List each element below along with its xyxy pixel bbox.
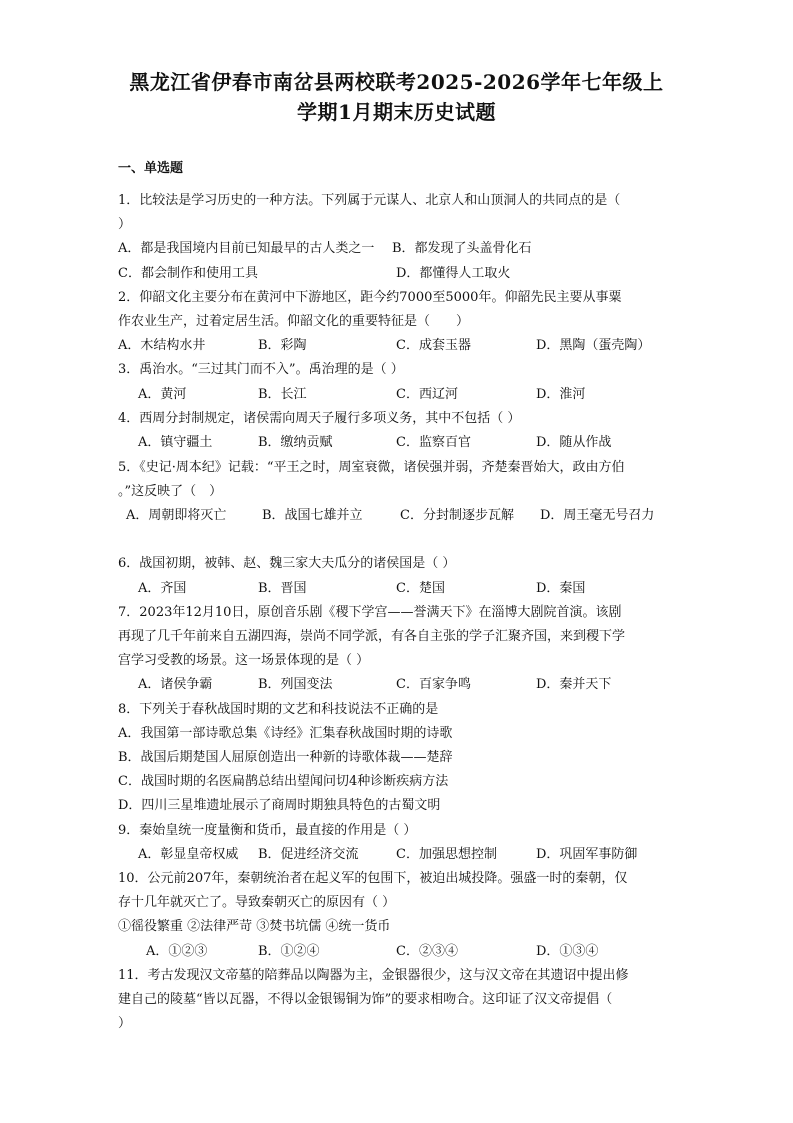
- question-4-option-a: A．镇守疆土: [138, 435, 213, 450]
- question-10-option-c: C．②③④: [396, 944, 458, 959]
- question-7-stem-line-3: 宫学习受教的场景。这一场景体现的是（ ）: [118, 653, 370, 668]
- question-7-stem-line-1: 7．2023年12月10日，原创音乐剧《稷下学宫——誉满天下》在淄博大剧院首演。该剧: [118, 605, 622, 620]
- question-10-stem-line-2: 存十几年就灭亡了。导致秦朝灭亡的原因有（ ）: [118, 895, 396, 910]
- exam-title-line-2: 学期1月期末历史试题: [297, 100, 496, 124]
- question-7-option-a: A．诸侯争霸: [138, 677, 213, 692]
- question-11-stem-line-1: 11．考古发现汉文帝墓的陪葬品以陶器为主，金银器很少，这与汉文帝在其遗诏中提出修: [118, 968, 629, 983]
- question-8-option-b: B．战国后期楚国人屈原创造出一种新的诗歌体裁——楚辞: [118, 750, 453, 765]
- question-1-option-b: B．都发现了头盖骨化石: [392, 241, 532, 256]
- question-5-stem-line-1: 5．《史记·周本纪》记载：“平王之时，周室衰微，诸侯强并弱，齐楚秦晋始大，政由方伯: [118, 460, 625, 475]
- section-heading: 一、单选题: [118, 161, 184, 176]
- question-5-option-d: D．周王毫无号召力: [540, 508, 655, 523]
- question-6-option-d: D．秦国: [536, 581, 586, 596]
- question-2-option-c: C．成套玉器: [396, 338, 471, 353]
- question-3-stem: 3．禹治水。“三过其门而不入”。禹治理的是（ ）: [118, 362, 404, 377]
- question-2-option-a: A．木结构水井: [118, 338, 206, 353]
- question-6-option-a: A．齐国: [138, 581, 187, 596]
- question-3-option-b: B．长江: [258, 387, 307, 402]
- question-6-option-c: C．楚国: [396, 581, 445, 596]
- question-8-option-a: A．我国第一部诗歌总集《诗经》汇集春秋战国时期的诗歌: [118, 726, 453, 741]
- question-1-option-c: C．都会制作和使用工具: [118, 266, 258, 281]
- question-9-stem: 9．秦始皇统一度量衡和货币，最直接的作用是（ ）: [118, 823, 417, 838]
- question-7-option-c: C．百家争鸣: [396, 677, 471, 692]
- question-3-option-a: A．黄河: [138, 387, 187, 402]
- question-10-option-b: B．①②④: [258, 944, 320, 959]
- question-2-stem-line-2: 作农业生产，过着定居生活。仰韶文化的重要特征是（ ）: [118, 314, 470, 329]
- question-10-option-a: A．①②③: [146, 944, 208, 959]
- question-1-stem-line-1: 1．比较法是学习历史的一种方法。下列属于元谋人、北京人和山顶洞人的共同点的是（: [118, 193, 621, 208]
- question-5-option-a: A．周朝即将灭亡: [126, 508, 227, 523]
- question-4-option-b: B．缴纳贡赋: [258, 435, 333, 450]
- exam-title-line-1: 黑龙江省伊春市南岔县两校联考2025-2026学年七年级上: [129, 70, 664, 94]
- question-6-stem: 6．战国初期，被韩、赵、魏三家大夫瓜分的诸侯国是（ ）: [118, 556, 456, 571]
- question-5-stem-line-2: 。”这反映了（ ）: [118, 484, 223, 499]
- question-6-option-b: B．晋国: [258, 581, 307, 596]
- question-8-stem: 8．下列关于春秋战国时期的文艺和科技说法不正确的是: [118, 702, 439, 717]
- question-4-option-d: D．随从作战: [536, 435, 612, 450]
- question-1-stem-line-2: ）: [118, 217, 132, 232]
- question-9-option-b: B．促进经济交流: [258, 847, 359, 862]
- question-2-option-b: B．彩陶: [258, 338, 307, 353]
- question-9-option-d: D．巩固军事防御: [536, 847, 638, 862]
- question-9-option-c: C．加强思想控制: [396, 847, 497, 862]
- question-1-option-a: A．都是我国境内目前已知最早的古人类之一: [118, 241, 375, 256]
- question-8-option-c: C．战国时期的名医扁鹊总结出望闻问切4种诊断疾病方法: [118, 774, 449, 789]
- question-3-option-d: D．淮河: [536, 387, 586, 402]
- question-4-stem: 4．西周分封制规定，诸侯需向周天子履行多项义务，其中不包括（ ）: [118, 411, 521, 426]
- question-7-option-d: D．秦并天下: [536, 677, 612, 692]
- question-2-stem-line-1: 2．仰韶文化主要分布在黄河中下游地区，距今约7000至5000年。仰韶先民主要从事粟: [118, 290, 622, 305]
- question-10-stem-line-1: 10．公元前207年，秦朝统治者在起义军的包围下，被迫出城投降。强盛一时的秦朝，仅: [118, 871, 628, 886]
- question-5-option-b: B．战国七雄并立: [262, 508, 363, 523]
- question-3-option-c: C．西辽河: [396, 387, 458, 402]
- question-8-option-d: D．四川三星堆遗址展示了商周时期独具特色的古蜀文明: [118, 798, 441, 813]
- question-11-stem-line-3: ）: [118, 1016, 132, 1031]
- question-1-option-d: D．都懂得人工取火: [396, 266, 511, 281]
- question-7-option-b: B．列国变法: [258, 677, 333, 692]
- question-7-stem-line-2: 再现了几千年前来自五湖四海，崇尚不同学派，有各自主张的学子汇聚齐国，来到稷下学: [118, 629, 626, 644]
- question-11-stem-line-2: 建自己的陵墓“皆以瓦器，不得以金银锡铜为饰”的要求相吻合。这印证了汉文帝提倡（: [118, 992, 613, 1007]
- question-9-option-a: A．彰显皇帝权威: [138, 847, 239, 862]
- question-10-statements: ①徭役繁重 ②法律严苛 ③焚书坑儒 ④统一货币: [118, 919, 391, 934]
- question-5-option-c: C．分封制逐步瓦解: [400, 508, 514, 523]
- question-10-option-d: D．①③④: [536, 944, 599, 959]
- question-4-option-c: C．监察百官: [396, 435, 471, 450]
- question-2-option-d: D．黑陶（蛋壳陶）: [536, 338, 651, 353]
